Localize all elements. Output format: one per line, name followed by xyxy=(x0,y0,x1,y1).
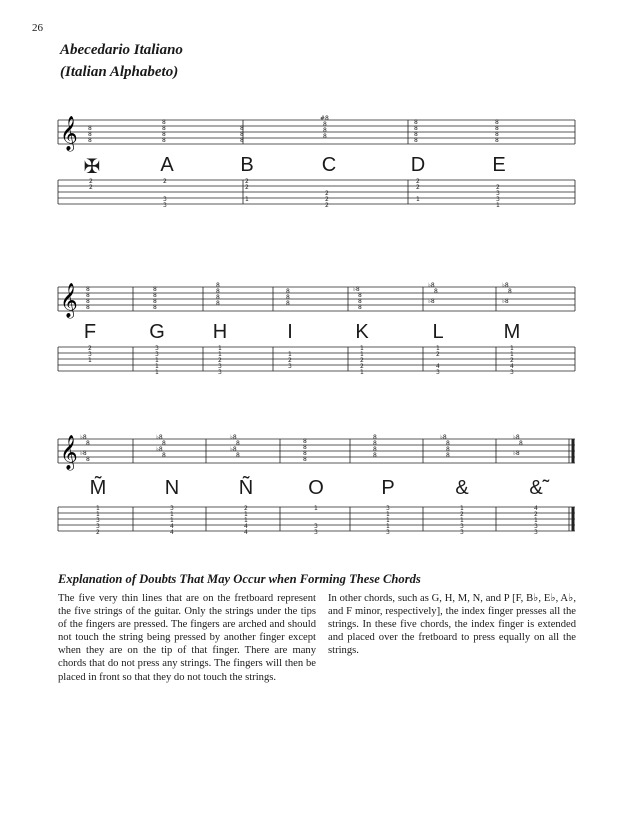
svg-text:3: 3 xyxy=(314,529,318,536)
svg-text:2: 2 xyxy=(89,178,93,185)
svg-text:♭8: ♭8 xyxy=(80,434,87,441)
svg-text:1: 1 xyxy=(245,196,249,203)
svg-text:3: 3 xyxy=(386,505,390,512)
svg-text:8: 8 xyxy=(162,125,166,132)
svg-text:2: 2 xyxy=(88,345,92,352)
svg-text:1: 1 xyxy=(360,351,364,358)
svg-text:1: 1 xyxy=(360,345,364,352)
svg-text:♭8: ♭8 xyxy=(80,450,87,457)
svg-text:3: 3 xyxy=(460,523,464,530)
svg-text:8: 8 xyxy=(153,298,157,305)
svg-text:3: 3 xyxy=(386,529,390,536)
svg-text:1: 1 xyxy=(510,351,514,358)
chord-letter: E xyxy=(492,154,506,176)
svg-text:3: 3 xyxy=(218,363,222,370)
svg-text:8: 8 xyxy=(495,119,499,126)
svg-text:♭8: ♭8 xyxy=(513,434,520,441)
svg-text:4: 4 xyxy=(510,363,514,370)
chord-letter: M̃ xyxy=(89,477,107,499)
svg-text:3: 3 xyxy=(88,351,92,358)
svg-text:8: 8 xyxy=(162,131,166,138)
svg-text:3: 3 xyxy=(218,369,222,376)
treble-clef-icon: 𝄞 xyxy=(60,116,78,151)
svg-text:1: 1 xyxy=(288,351,292,358)
svg-text:4: 4 xyxy=(244,523,248,530)
svg-text:2: 2 xyxy=(96,529,100,536)
svg-text:2: 2 xyxy=(325,202,329,209)
svg-text:3: 3 xyxy=(496,196,500,203)
svg-text:3: 3 xyxy=(314,523,318,530)
staff-lines xyxy=(58,439,575,463)
svg-text:2: 2 xyxy=(89,184,93,191)
svg-text:8: 8 xyxy=(446,440,450,447)
chord-letter: B xyxy=(240,154,254,176)
svg-text:8: 8 xyxy=(358,304,362,311)
chord-notes-2 xyxy=(86,282,512,311)
paragraph-right: In other chords, such as G, H, M, N, and P [F, B♭, E♭, A♭, and F minor, respectively], the index finger presses all the strings. In these five chords, the index finger is extended and placed over the fretboard to press equally on all the strings. xyxy=(328,593,576,657)
svg-text:2: 2 xyxy=(496,184,500,191)
svg-text:8: 8 xyxy=(414,125,418,132)
svg-text:8: 8 xyxy=(495,125,499,132)
svg-text:8: 8 xyxy=(323,121,327,128)
chord-letter: G xyxy=(149,321,165,343)
svg-text:1: 1 xyxy=(460,517,464,524)
svg-text:8: 8 xyxy=(414,131,418,138)
svg-text:4: 4 xyxy=(436,363,440,370)
svg-text:1: 1 xyxy=(386,517,390,524)
svg-text:1: 1 xyxy=(218,345,222,352)
svg-text:8: 8 xyxy=(88,131,92,138)
svg-text:8: 8 xyxy=(162,119,166,126)
svg-text:8: 8 xyxy=(303,450,307,457)
svg-text:8: 8 xyxy=(495,131,499,138)
svg-text:♭8: ♭8 xyxy=(156,446,163,453)
svg-text:2: 2 xyxy=(416,184,420,191)
svg-text:1: 1 xyxy=(155,369,159,376)
svg-text:8: 8 xyxy=(153,304,157,311)
svg-text:1: 1 xyxy=(155,357,159,364)
heading-subtitle: (Italian Alphabeto) xyxy=(60,64,179,80)
svg-text:2: 2 xyxy=(534,511,538,518)
chord-letter: O xyxy=(308,477,324,499)
svg-text:3: 3 xyxy=(496,190,500,197)
staff-lines xyxy=(58,287,575,311)
svg-text:3: 3 xyxy=(460,529,464,536)
svg-text:8: 8 xyxy=(373,434,377,441)
svg-text:1: 1 xyxy=(88,357,92,364)
svg-text:8: 8 xyxy=(373,440,377,447)
svg-text:3: 3 xyxy=(170,505,174,512)
svg-text:8: 8 xyxy=(86,298,90,305)
svg-text:8: 8 xyxy=(323,127,327,134)
svg-text:4: 4 xyxy=(170,523,174,530)
chord-system-1 xyxy=(58,108,575,210)
svg-text:8: 8 xyxy=(303,444,307,451)
svg-text:1: 1 xyxy=(386,523,390,530)
svg-text:8: 8 xyxy=(162,452,166,459)
chord-system-3 xyxy=(58,427,575,537)
svg-text:1: 1 xyxy=(360,369,364,376)
svg-text:8: 8 xyxy=(303,438,307,445)
svg-text:8: 8 xyxy=(303,456,307,463)
chord-notes-3 xyxy=(80,434,523,463)
treble-clef-icon: 𝄞 xyxy=(60,435,78,470)
chord-letter: I xyxy=(287,321,293,343)
svg-text:1: 1 xyxy=(416,196,420,203)
chord-letter: H xyxy=(212,321,228,343)
svg-text:8: 8 xyxy=(88,137,92,144)
svg-text:8: 8 xyxy=(162,440,166,447)
svg-text:1: 1 xyxy=(155,363,159,370)
svg-text:♭8: ♭8 xyxy=(502,298,509,305)
svg-text:1: 1 xyxy=(386,511,390,518)
svg-text:2: 2 xyxy=(245,178,249,185)
chord-letter: &̃ xyxy=(529,477,543,499)
section-title: Explanation of Doubts That May Occur when Forming These Chords xyxy=(58,572,421,586)
svg-text:1: 1 xyxy=(436,345,440,352)
svg-text:8: 8 xyxy=(236,440,240,447)
chord-letter: C xyxy=(321,154,337,176)
svg-text:8: 8 xyxy=(240,131,244,138)
svg-text:8: 8 xyxy=(358,292,362,299)
chord-letter: P xyxy=(381,477,395,499)
svg-text:8: 8 xyxy=(86,286,90,293)
tab-lines xyxy=(58,347,575,371)
svg-text:2: 2 xyxy=(325,190,329,197)
svg-text:♭8: ♭8 xyxy=(440,434,447,441)
svg-text:8: 8 xyxy=(88,125,92,132)
svg-text:8: 8 xyxy=(86,304,90,311)
svg-text:3: 3 xyxy=(163,196,167,203)
svg-text:3: 3 xyxy=(155,345,159,352)
svg-text:8: 8 xyxy=(358,298,362,305)
svg-text:2: 2 xyxy=(163,178,167,185)
svg-text:8: 8 xyxy=(414,137,418,144)
svg-text:8: 8 xyxy=(519,440,523,447)
chord-letter: N xyxy=(164,477,180,499)
svg-text:8: 8 xyxy=(153,286,157,293)
svg-text:2: 2 xyxy=(436,351,440,358)
svg-text:8: 8 xyxy=(414,119,418,126)
paragraph-left: The five very thin lines that are on the fretboard represent the five strings of the guitar. Only the strings under the tips of the fingers are pressed. The fingers are arched and should not touch the string being pressed by another finger except when they are on the tip of that finger. There are many chords that do not press any strings. The fingers will then be placed in front so that they do not touch the strings. xyxy=(58,593,316,683)
svg-text:8: 8 xyxy=(446,452,450,459)
svg-text:1: 1 xyxy=(244,517,248,524)
svg-text:1: 1 xyxy=(460,505,464,512)
svg-text:2: 2 xyxy=(510,357,514,364)
svg-text:4: 4 xyxy=(244,529,248,536)
svg-text:2: 2 xyxy=(325,196,329,203)
svg-text:3: 3 xyxy=(534,529,538,536)
svg-text:1: 1 xyxy=(534,517,538,524)
svg-text:8: 8 xyxy=(373,446,377,453)
svg-text:♭8: ♭8 xyxy=(513,450,520,457)
svg-text:4: 4 xyxy=(170,529,174,536)
svg-text:1: 1 xyxy=(170,511,174,518)
svg-text:♭8: ♭8 xyxy=(428,298,435,305)
svg-text:8: 8 xyxy=(236,452,240,459)
svg-text:1: 1 xyxy=(510,345,514,352)
svg-text:♭8: ♭8 xyxy=(230,434,237,441)
svg-text:1: 1 xyxy=(314,505,318,512)
svg-text:8: 8 xyxy=(240,137,244,144)
svg-text:2: 2 xyxy=(360,357,364,364)
svg-text:♭8: ♭8 xyxy=(353,286,360,293)
svg-text:8: 8 xyxy=(286,300,290,307)
svg-text:8: 8 xyxy=(286,288,290,295)
svg-text:2: 2 xyxy=(460,511,464,518)
heading-title: Abecedario Italiano xyxy=(60,42,183,58)
svg-text:3: 3 xyxy=(96,523,100,530)
svg-text:2: 2 xyxy=(416,178,420,185)
svg-text:8: 8 xyxy=(216,300,220,307)
svg-text:8: 8 xyxy=(86,292,90,299)
svg-text:3: 3 xyxy=(534,523,538,530)
chord-letter: L xyxy=(432,321,444,343)
svg-text:8: 8 xyxy=(373,452,377,459)
svg-text:1: 1 xyxy=(244,511,248,518)
svg-text:♭8: ♭8 xyxy=(156,434,163,441)
svg-text:3: 3 xyxy=(288,363,292,370)
svg-text:8: 8 xyxy=(162,137,166,144)
svg-text:2: 2 xyxy=(245,184,249,191)
chord-letter: D xyxy=(410,154,426,176)
chord-letter: K xyxy=(355,321,369,343)
svg-text:2: 2 xyxy=(218,357,222,364)
svg-text:8: 8 xyxy=(216,288,220,295)
chord-letter: & xyxy=(455,477,469,499)
svg-text:1: 1 xyxy=(96,505,100,512)
page-number: 26 xyxy=(32,22,43,34)
svg-text:1: 1 xyxy=(496,202,500,209)
svg-text:8: 8 xyxy=(323,133,327,140)
svg-text:4: 4 xyxy=(534,505,538,512)
chord-letter: F xyxy=(83,321,97,343)
svg-text:8: 8 xyxy=(86,440,90,447)
svg-text:3: 3 xyxy=(163,202,167,209)
chord-letter: M xyxy=(503,321,521,343)
svg-text:8: 8 xyxy=(153,292,157,299)
svg-text:8: 8 xyxy=(495,137,499,144)
chord-letter: A xyxy=(160,154,174,176)
svg-text:2: 2 xyxy=(360,363,364,370)
svg-text:8: 8 xyxy=(86,456,90,463)
svg-text:♭8: ♭8 xyxy=(428,282,435,289)
svg-text:1: 1 xyxy=(170,517,174,524)
svg-text:8: 8 xyxy=(434,288,438,295)
svg-text:2: 2 xyxy=(244,505,248,512)
svg-text:1: 1 xyxy=(96,511,100,518)
svg-text:3: 3 xyxy=(436,369,440,376)
svg-text:8: 8 xyxy=(216,294,220,301)
svg-text:♭8: ♭8 xyxy=(502,282,509,289)
svg-text:8: 8 xyxy=(240,125,244,132)
svg-text:8: 8 xyxy=(508,288,512,295)
svg-text:8: 8 xyxy=(216,282,220,289)
chord-letter: ✠ xyxy=(83,156,101,178)
svg-text:#8: #8 xyxy=(320,115,329,122)
svg-text:8: 8 xyxy=(286,294,290,301)
svg-text:♭8: ♭8 xyxy=(230,446,237,453)
svg-text:8: 8 xyxy=(446,446,450,453)
chord-system-2 xyxy=(58,275,575,377)
svg-text:3: 3 xyxy=(510,369,514,376)
chord-letter: Ñ xyxy=(238,477,254,499)
svg-text:3: 3 xyxy=(155,351,159,358)
chord-notes-1 xyxy=(88,115,499,144)
treble-clef-icon: 𝄞 xyxy=(60,283,78,318)
svg-text:2: 2 xyxy=(288,357,292,364)
svg-text:1: 1 xyxy=(218,351,222,358)
svg-text:3: 3 xyxy=(96,517,100,524)
